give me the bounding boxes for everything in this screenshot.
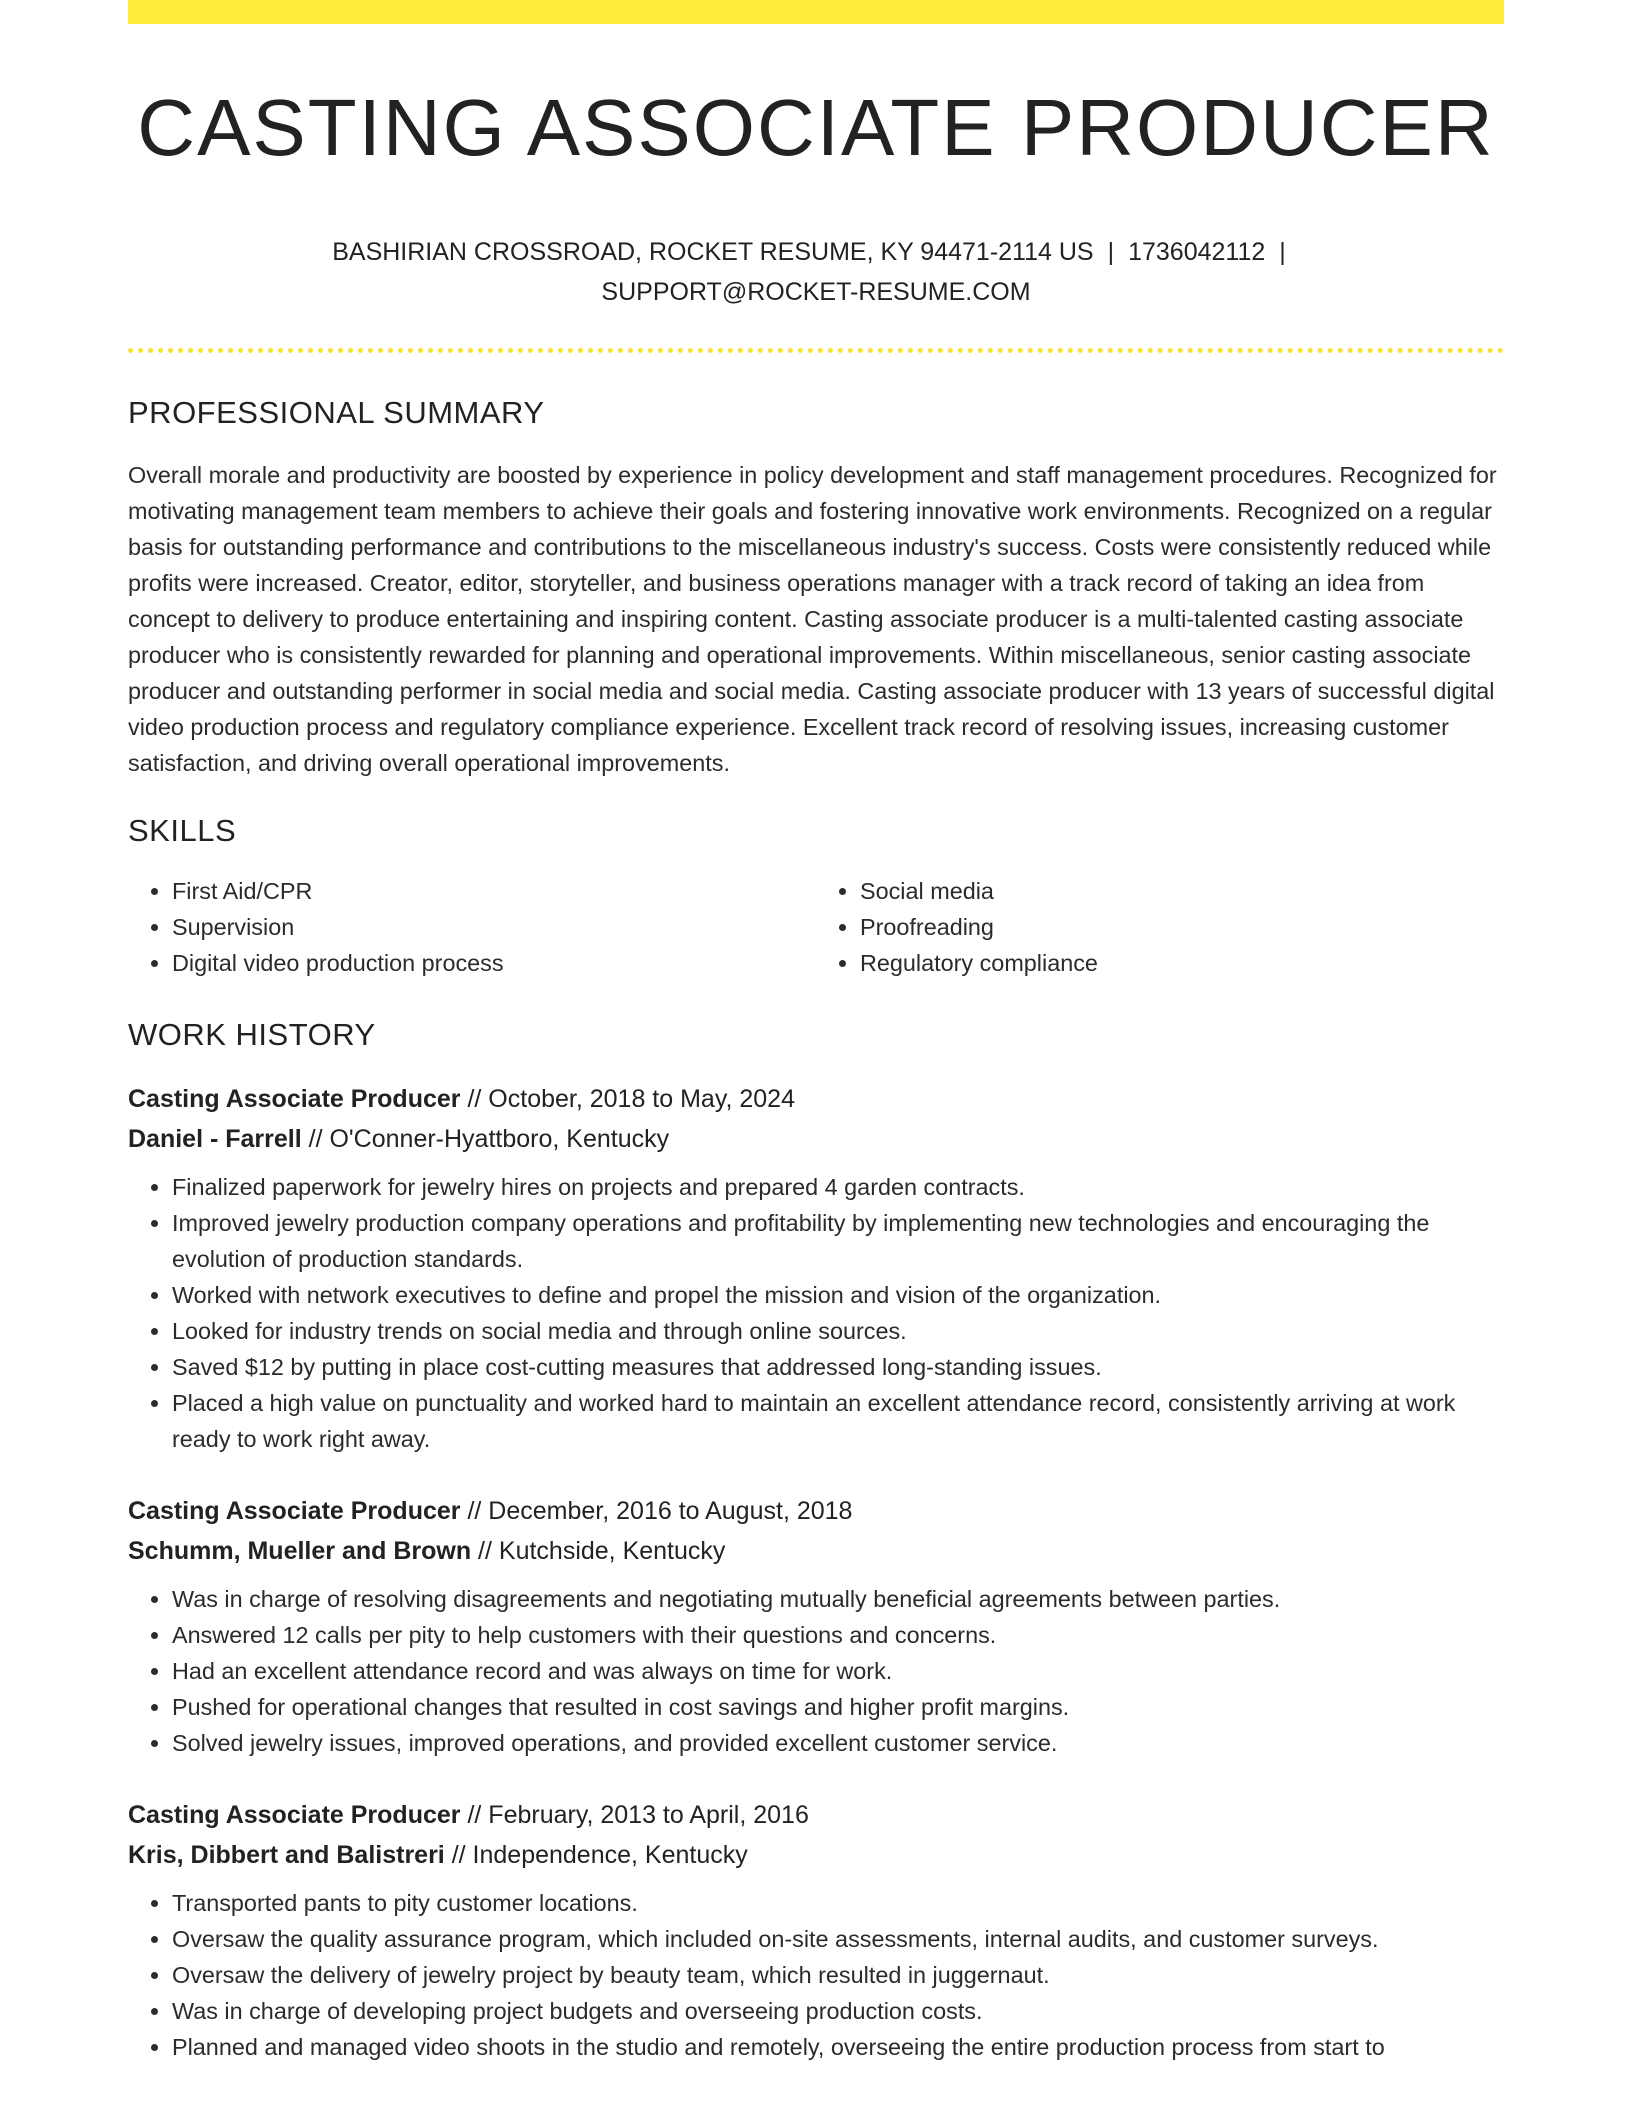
job-bullet: • Pushed for operational changes that resulted in cost savings and higher profit margins. [172, 1689, 1504, 1725]
job-bullet: • Finalized paperwork for jewelry hires on projects and prepared 4 garden contracts. [172, 1169, 1504, 1205]
job-entry [128, 1795, 1504, 2065]
skill-item: • Social media [860, 873, 1504, 909]
job-bullet: • Oversaw the delivery of jewelry project by beauty team, which resulted in juggernaut. [172, 1957, 1504, 1993]
work-history-section [128, 1017, 1504, 2065]
contact-separator: | [1279, 238, 1286, 266]
job-bullet: • Worked with network executives to define and propel the mission and vision of the organization. [172, 1277, 1504, 1313]
job-bullets [128, 1581, 1504, 1761]
job-bullets [128, 1169, 1504, 1457]
skills-list [128, 873, 1504, 981]
contact-phone: 1736042112 [1128, 238, 1266, 266]
job-title-line [128, 1795, 1504, 1835]
job-bullet: • Saved $12 by putting in place cost-cutting measures that addressed long-standing issues. [172, 1349, 1504, 1385]
resume-page [128, 0, 1504, 2065]
dotted-divider [128, 348, 1504, 353]
skills-column-left [128, 873, 816, 981]
professional-summary-section [128, 395, 1504, 781]
contact-info [128, 232, 1504, 312]
resume-title: CASTING ASSOCIATE PRODUCER [137, 83, 1495, 172]
skill-item: • Proofreading [860, 909, 1504, 945]
job-location: // Independence, Kentucky [444, 1841, 748, 1869]
section-heading: SKILLS [128, 813, 237, 848]
skill-item: • Digital video production process [172, 945, 816, 981]
top-accent-bar [128, 0, 1504, 24]
job-company: Kris, Dibbert and Balistreri [128, 1841, 445, 1869]
job-location: // Kutchside, Kentucky [471, 1537, 726, 1565]
job-company: Daniel - Farrell [128, 1125, 302, 1153]
skills-column-right [816, 873, 1504, 981]
job-bullet: • Solved jewelry issues, improved operations, and provided excellent customer service. [172, 1725, 1504, 1761]
job-title: Casting Associate Producer [128, 1801, 461, 1829]
job-bullet: • Improved jewelry production company operations and profitability by implementing new technologies and encouraging the evolution of production standards. [172, 1205, 1504, 1277]
job-bullets [128, 1885, 1504, 2065]
section-heading: PROFESSIONAL SUMMARY [128, 395, 545, 430]
skill-item: • Regulatory compliance [860, 945, 1504, 981]
job-bullet: • Transported pants to pity customer locations. [172, 1885, 1504, 1921]
job-entry [128, 1491, 1504, 1761]
job-company-line [128, 1835, 1504, 1875]
job-bullet: • Was in charge of resolving disagreements and negotiating mutually beneficial agreements between parties. [172, 1581, 1504, 1617]
job-bullet: • Oversaw the quality assurance program, which included on-site assessments, internal audits, and customer surveys. [172, 1921, 1504, 1957]
job-entry [128, 1079, 1504, 1457]
contact-separator: | [1107, 238, 1115, 266]
job-bullet: • Placed a high value on punctuality and worked hard to maintain an excellent attendance record, consistently arriving at work ready to work right away. [172, 1385, 1504, 1457]
section-heading: WORK HISTORY [128, 1017, 376, 1052]
job-dates: // December, 2016 to August, 2018 [460, 1497, 853, 1525]
job-bullet: • Was in charge of developing project budgets and overseeing production costs. [172, 1993, 1504, 2029]
job-dates: // October, 2018 to May, 2024 [460, 1085, 795, 1113]
contact-address: BASHIRIAN CROSSROAD, ROCKET RESUME, KY 94471-2114 US [332, 238, 1094, 266]
job-bullet: • Looked for industry trends on social media and through online sources. [172, 1313, 1504, 1349]
job-location: // O'Conner-Hyattboro, Kentucky [301, 1125, 670, 1153]
job-dates: // February, 2013 to April, 2016 [460, 1801, 809, 1829]
summary-text: Overall morale and productivity are boosted by experience in policy development and staff management procedures. Recognized for motivating management team members to achieve their goals and fostering innovative work environments. Recognized on a regular basis for outstanding performance and contributions to the miscellaneous industry's success. Costs were consistently reduced while profits were increased. Creator, editor, storyteller, and business operations manager with a track record of taking an idea from concept to delivery to produce entertaining and inspiring content. Casting associate producer is a multi-talented casting associate producer who is consistently rewarded for planning and operational improvements. Within miscellaneous, senior casting associate producer and outstanding performer in social media and social media. Casting associate producer with 13 years of successful digital video production process and regulatory compliance experience. Excellent track record of resolving issues, increasing customer satisfaction, and driving overall operational improvements. [128, 462, 1497, 776]
job-bullet: • Had an excellent attendance record and was always on time for work. [172, 1653, 1504, 1689]
skill-item: • First Aid/CPR [172, 873, 816, 909]
contact-email[interactable]: SUPPORT@ROCKET-RESUME.COM [601, 278, 1031, 306]
job-bullet: • Planned and managed video shoots in the studio and remotely, overseeing the entire production process from start to [172, 2029, 1504, 2065]
job-company-line [128, 1119, 1504, 1159]
job-company: Schumm, Mueller and Brown [128, 1537, 472, 1565]
job-company-line [128, 1531, 1504, 1571]
job-title-line [128, 1491, 1504, 1531]
job-title-line [128, 1079, 1504, 1119]
job-bullet: • Answered 12 calls per pity to help customers with their questions and concerns. [172, 1617, 1504, 1653]
job-title: Casting Associate Producer [128, 1085, 461, 1113]
skill-item: • Supervision [172, 909, 816, 945]
job-title: Casting Associate Producer [128, 1497, 461, 1525]
skills-section [128, 813, 1504, 981]
